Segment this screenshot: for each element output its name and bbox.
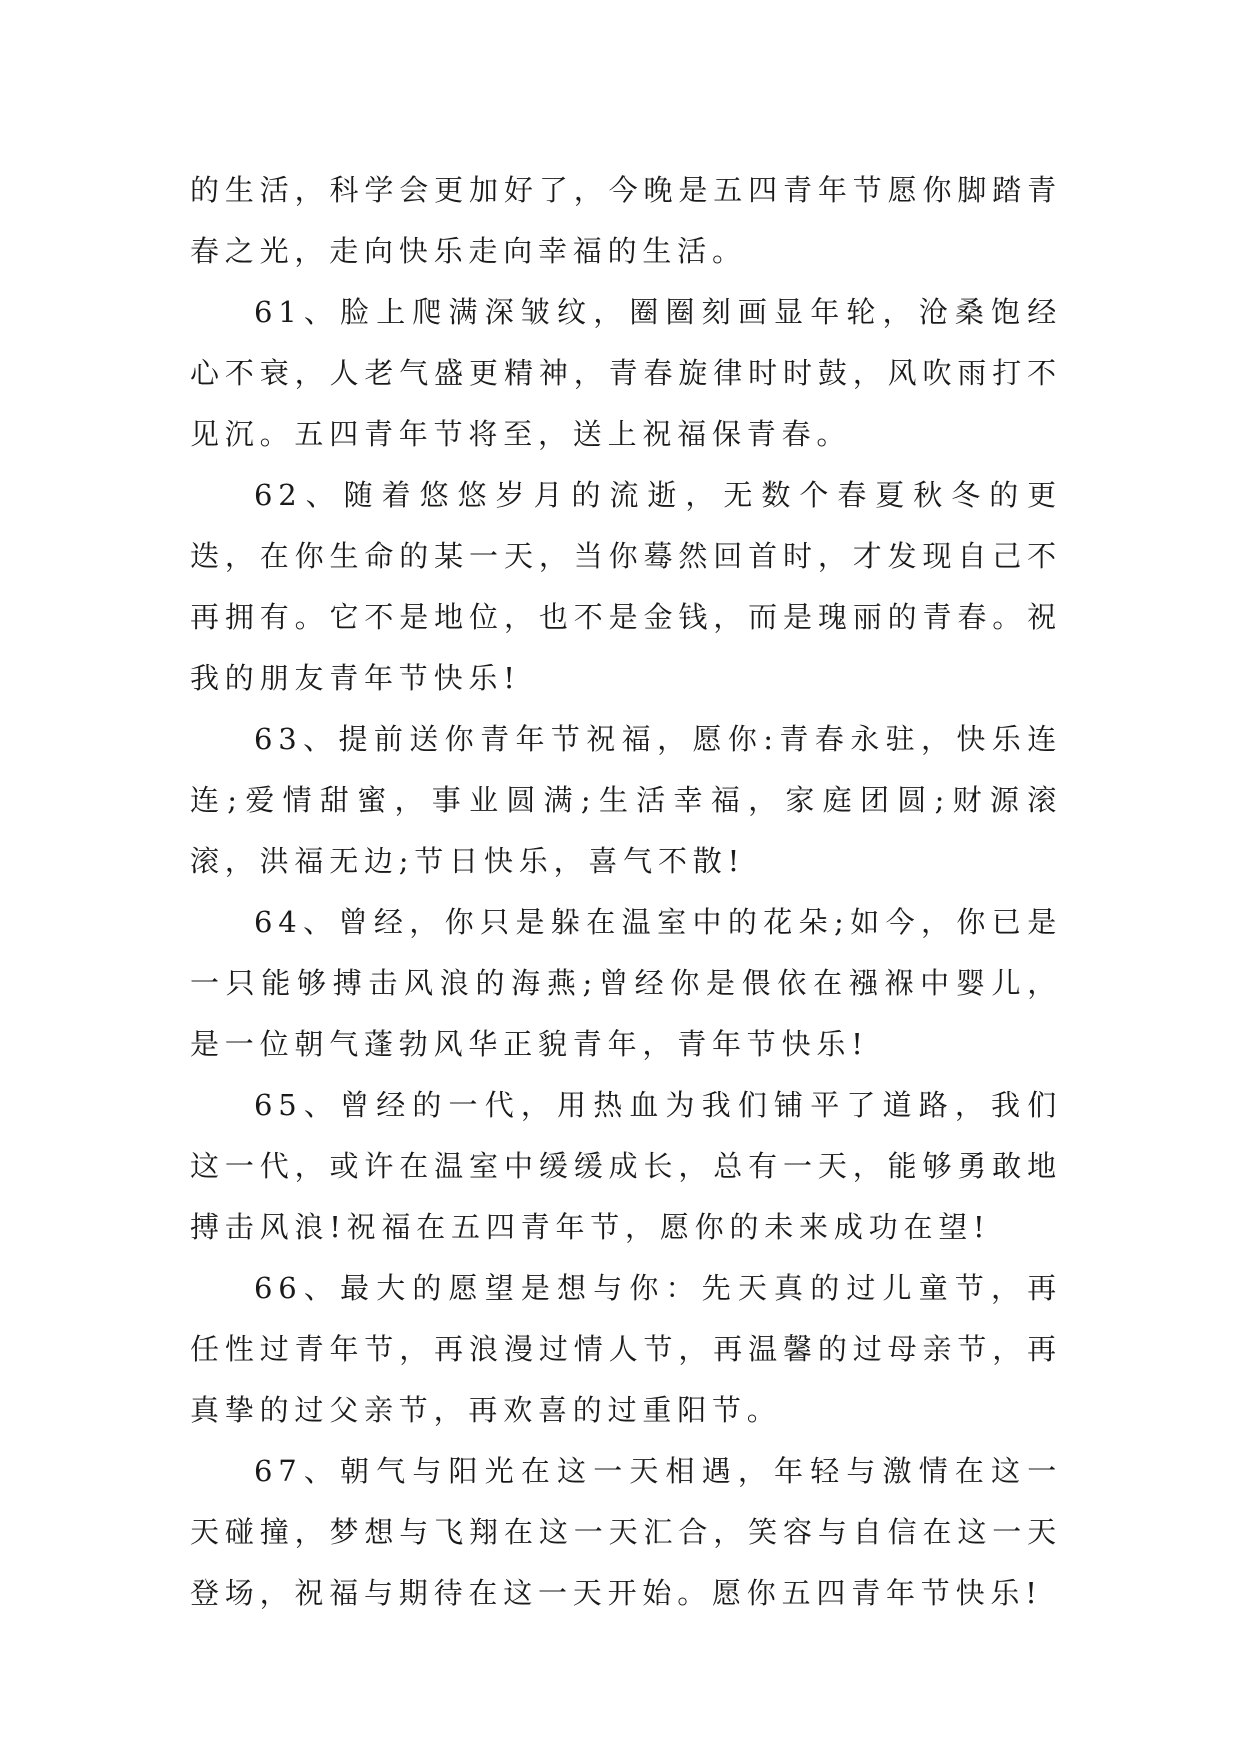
paragraph-64: 64、曾经，你只是躲在温室中的花朵;如今，你已是一只能够搏击风浪的海燕;曾经你是偎依在襁褓中婴儿，是一位朝气蓬勃风华正貌青年，青年节快乐!: [190, 905, 1062, 1061]
paragraph-61: 61、脸上爬满深皱纹，圈圈刻画显年轮，沧桑饱经心不衰，人老气盛更精神，青春旋律时时鼓，风吹雨打不见沉。五四青年节将至，送上祝福保青春。: [190, 295, 1062, 451]
paragraph-67: 67、朝气与阳光在这一天相遇，年轻与激情在这一天碰撞，梦想与飞翔在这一天汇合，笑容与自信在这一天登场，祝福与期待在这一天开始。愿你五四青年节快乐!: [190, 1454, 1062, 1610]
paragraph-62: 62、随着悠悠岁月的流逝，无数个春夏秋冬的更迭，在你生命的某一天，当你蓦然回首时，才发现自己不再拥有。它不是地位，也不是金钱，而是瑰丽的青春。祝我的朋友青年节快乐!: [190, 478, 1062, 695]
paragraph-66: 66、最大的愿望是想与你：先天真的过儿童节，再任性过青年节，再浪漫过情人节，再温馨的过母亲节，再真挚的过父亲节，再欢喜的过重阳节。: [190, 1271, 1062, 1427]
document-body: [190, 160, 1062, 1624]
paragraph-63: 63、提前送你青年节祝福，愿你:青春永驻，快乐连连;爱情甜蜜，事业圆满;生活幸福，家庭团圆;财源滚滚，洪福无边;节日快乐，喜气不散!: [190, 722, 1062, 878]
paragraph-continuation: 的生活，科学会更加好了，今晚是五四青年节愿你脚踏青春之光，走向快乐走向幸福的生活。: [190, 173, 1062, 268]
paragraph-65: 65、曾经的一代，用热血为我们铺平了道路，我们这一代，或许在温室中缓缓成长，总有一天，能够勇敢地搏击风浪!祝福在五四青年节，愿你的未来成功在望!: [190, 1088, 1062, 1244]
